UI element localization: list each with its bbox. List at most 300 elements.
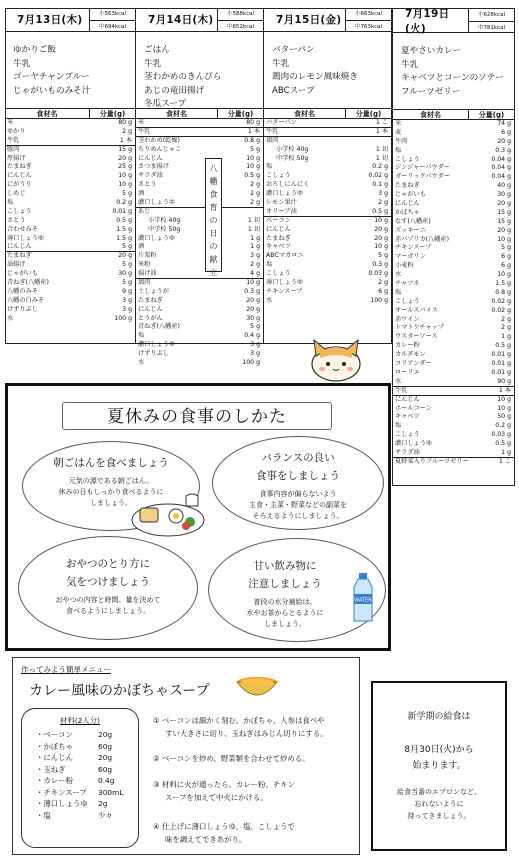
ingredient-row [393, 360, 514, 369]
ingredient-row [393, 280, 514, 289]
ingredient-name: こしょう [395, 431, 420, 439]
ingredient-qty: 0.2 g [372, 163, 388, 171]
ingredient-name: こしょう [266, 172, 291, 180]
ingredient-qty: 1 g [250, 243, 260, 251]
ingredient-name: サラダ油 [395, 448, 420, 456]
ingredient-name: 牛乳 [395, 386, 408, 394]
ingredient-row [5, 190, 135, 199]
menu-item: あじの竜田揚げ [144, 85, 205, 96]
ingredient-qty: 30 g [497, 191, 511, 199]
ingredient-qty: 3 g [378, 190, 388, 198]
guide-title: 夏休みの食事のしかた [62, 402, 332, 430]
ingredient-row [136, 261, 263, 270]
ingredient-row [393, 164, 514, 173]
ingredient-name: 濃口しょうゆ [266, 190, 304, 198]
menu-day-2 [136, 8, 264, 367]
ingredient-row [136, 288, 263, 297]
menu-day-4 [392, 8, 515, 486]
ingredient-qty: 6 g [501, 128, 511, 136]
ingredient-row [393, 458, 514, 467]
ingredient-row [5, 137, 135, 146]
ingredient-name: ウスターソース [395, 333, 438, 341]
ingredient-name: こしょう [395, 155, 420, 163]
ingredient-name: 赤ワイン [395, 315, 420, 323]
vertical-char: 立 [209, 268, 218, 277]
menu-item: じゃがいものみそ汁 [13, 85, 91, 96]
ingredient-name: コリアンダー [395, 360, 432, 368]
ingredient-qty: 15 g [497, 208, 511, 216]
summer-guide-panel [5, 383, 391, 651]
ingredient-name: さとう [138, 181, 157, 189]
tip-heading: おやつのとり方に 気をつけましょう [66, 558, 150, 588]
ingredient-qty: 0.5 g [495, 440, 511, 448]
menu-item: 牛乳 [401, 59, 419, 70]
ingredient-qty: 1.5 g [495, 280, 511, 288]
ingredient-row [5, 146, 135, 155]
ingredient-qty: 50 g [497, 413, 511, 421]
ingredient-qty: 3 g [122, 305, 132, 313]
ingredient-row [136, 270, 263, 279]
ingredient-qty: 1 本 [119, 136, 132, 144]
ingredient-row [393, 316, 514, 325]
ingredient-table [136, 119, 263, 368]
ingredient-row [5, 199, 135, 208]
menu-item: 牛乳 [144, 58, 162, 69]
ingredient-row [5, 252, 135, 261]
kcal-box: 小663kcal 中763kcal [345, 8, 391, 32]
ingredient-name: キャベツ [395, 413, 420, 421]
ingredient-row [136, 359, 263, 368]
ingredient-name: 濃口しょうゆ [138, 199, 176, 207]
ingredient-qty: 2 g [250, 261, 260, 269]
ingredient-row [5, 208, 135, 217]
ingredient-qty: 0.4 g [244, 332, 260, 340]
ingredient-row [264, 270, 391, 279]
ingredient-qty: 10 g [246, 154, 260, 162]
ingredient-row [264, 199, 391, 208]
ingredient-row [393, 227, 514, 236]
ingredient-row [5, 172, 135, 181]
notice-title: 新学期の給食は [407, 712, 471, 722]
recipe-step-4: ④ 仕上げに薄口しょうゆ、塩、こしょうで 味を調えてできあがり。 [153, 822, 295, 844]
ingredient-row [264, 137, 391, 146]
ingredient-name: にんじん [138, 305, 163, 313]
recipe-ingredient-row: ・薄口しょうゆ 2g [36, 799, 108, 808]
ingredient-qty: 5 g [122, 279, 132, 287]
ingredient-name: じゃがいも [7, 270, 38, 278]
ingredient-qty: 2 g [122, 127, 132, 135]
ingredient-row [264, 235, 391, 244]
ingredient-name: 夏野菜入りフルーツゼリー [395, 457, 469, 465]
ingredient-qty: 20 g [118, 154, 132, 162]
menu-item: ゴーヤチャンプルー [13, 72, 90, 82]
ingredient-row [264, 226, 391, 235]
ingredient-row [393, 440, 514, 449]
ingredient-qty: 10 g [374, 216, 388, 224]
ingredient-row [393, 271, 514, 280]
ingredient-row [393, 129, 514, 138]
ingredient-qty: 0.8 g [244, 136, 260, 144]
ingredient-row [393, 396, 514, 405]
menu-item: キャベツとコーンのソテー [401, 73, 504, 83]
ingredient-qty: 10 g [497, 235, 511, 243]
ingredient-qty: 5 g [122, 190, 132, 198]
ingredient-qty: 0.02 g [491, 306, 511, 314]
ingredient-qty: 0.01 g [491, 368, 511, 376]
recipe-label: 作ってみよう簡単メニュー [21, 665, 111, 674]
ingredient-name: 濃口しょうゆ [395, 440, 433, 448]
ingredient-qty: 1 本 [247, 127, 260, 135]
ingredient-row [393, 342, 514, 351]
ingredient-qty: 1 g [250, 234, 260, 242]
ingredient-row [393, 422, 514, 431]
ingredient-row [136, 235, 263, 244]
ingredient-name: 塩 [395, 288, 402, 296]
day-menu [393, 33, 514, 110]
ingredient-name: 厚揚げ [7, 154, 26, 162]
tip-heading: 朝ごはんを食べましょう [53, 457, 169, 469]
ingredient-name: 塩 [266, 163, 273, 171]
ingredient-name: 水 [138, 359, 145, 367]
kcal-box: 小588kcal 中652kcal [217, 8, 263, 32]
ingredient-table-header: 食材名 分量(g) [5, 109, 135, 119]
ingredient-row [136, 226, 263, 235]
ingredient-row [393, 289, 514, 298]
ingredient-table [5, 119, 135, 323]
ingredient-row [5, 119, 135, 128]
day-date: 7月19日(火) [405, 7, 450, 35]
ingredient-qty: 3 g [122, 296, 132, 304]
ingredient-qty: 25 g [118, 163, 132, 171]
ingredient-row [136, 146, 263, 155]
ingredient-name: 塩 [7, 199, 14, 207]
ingredient-name: 小学校 40g [148, 216, 181, 224]
ingredient-qty: 2 g [250, 181, 260, 189]
menu-item: ごはん [144, 45, 170, 55]
ingredient-name: にんじん [7, 243, 32, 251]
ingredient-name: たまねぎ [266, 234, 291, 242]
ingredient-qty: 1 切 [375, 154, 388, 162]
tip-balance [212, 436, 384, 530]
ingredient-row [136, 252, 263, 261]
ingredient-row [393, 449, 514, 458]
ingredient-row [393, 351, 514, 360]
ingredient-qty: 20 g [497, 137, 511, 145]
ingredient-qty: 3 g [250, 350, 260, 358]
ingredient-qty: 0.01 g [112, 207, 132, 215]
ingredient-qty: 10 g [118, 181, 132, 189]
recipe-ingredient-row: ・カレー粉 0.4g [36, 776, 115, 785]
ingredient-name: 中学校 50g [276, 154, 309, 162]
ingredient-name: オールスパイス [395, 306, 438, 314]
recipe-ingredient-row: ・チキンスープ 300mL [36, 787, 124, 797]
ingredient-name: こしょう [266, 270, 291, 278]
ingredient-name: さつま揚げ [138, 163, 169, 171]
ingredient-qty: 0.2 g [495, 422, 511, 430]
ingredient-qty: 10 g [374, 243, 388, 251]
day-date: 7月14日(木) [148, 14, 214, 26]
ingredient-qty: 3 g [250, 252, 260, 260]
ingredient-qty: 20 g [497, 200, 511, 208]
recipe-step-3: ③ 材料に火が通ったら、カレー粉、チキン スープを加えて中火にかける。 [153, 780, 295, 802]
ingredient-name: かぼちゃ [395, 208, 420, 216]
ingredient-name: あじ [138, 207, 151, 215]
ingredient-name: 牛乳 [138, 127, 151, 135]
tip-snacks [18, 536, 198, 640]
ingredient-row [5, 163, 135, 172]
water-bottle-icon [350, 572, 376, 624]
cat-illustration [302, 332, 370, 384]
menu-day-1 [5, 8, 136, 344]
ingredient-qty: 10 g [246, 279, 260, 287]
recipe-step-1: ① ベーコンは細かく刻む。かぼちゃ、人参は食べや すい大きさに切り、玉ねぎはみじん切りにする。 [153, 716, 328, 738]
ingredient-row [5, 128, 135, 137]
ingredient-qty: 80 g [246, 119, 260, 126]
ingredient-name: 米 [395, 120, 402, 127]
tip-body: おやつの内容と時間、量を決めて 食べるようにしましょう。 [55, 596, 161, 615]
ingredient-name: 豚肉 [7, 145, 20, 153]
ingredient-qty: 5 g [250, 323, 260, 331]
ingredient-name: ゆかり [7, 127, 26, 135]
ingredient-qty: 2 g [250, 199, 260, 207]
ingredients-box [21, 708, 139, 848]
ingredient-qty: 5 g [250, 145, 260, 153]
ingredient-table-header: 食材名 分量(g) [264, 109, 391, 119]
ingredient-row [5, 297, 135, 306]
ingredient-row [5, 181, 135, 190]
ingredient-qty: 0.01 g [491, 351, 511, 359]
ingredient-name: たまねぎ [7, 163, 32, 171]
ingredient-row [393, 378, 514, 387]
notice-body: 給食当番のエプロンなど、 忘れないように 持ってきましょう。 [397, 788, 481, 820]
ingredient-qty: 30 g [246, 314, 260, 322]
ingredient-row [136, 306, 263, 315]
ingredient-qty: 0.3 g [372, 261, 388, 269]
ingredient-name: キャベツ [266, 243, 291, 251]
ingredient-row [393, 262, 514, 271]
ingredient-name: なす(八幡産) [395, 217, 431, 225]
ingredient-name: こしょう [7, 207, 32, 215]
ingredient-qty: 6 g [501, 253, 511, 261]
ingredient-qty: 1 切 [247, 216, 260, 224]
ingredient-row [264, 155, 391, 164]
ingredient-row [136, 279, 263, 288]
ingredient-name: さとう [7, 216, 26, 224]
day-menu [264, 32, 391, 109]
ingredient-row [5, 279, 135, 288]
recipe-ingredient-row: ・ベーコン 20g [36, 730, 113, 739]
ingredient-qty: 15 g [118, 145, 132, 153]
ingredient-name: 酒 [138, 243, 145, 251]
day-header [5, 8, 135, 32]
ingredient-qty: 0.5 g [495, 342, 511, 350]
ingredient-name: にんじん [7, 172, 32, 180]
ingredient-qty: 0.01 g [491, 360, 511, 368]
ingredient-qty: 15 g [497, 217, 511, 225]
ingredient-row [264, 181, 391, 190]
ingredient-name: 青ねぎ(八幡産) [7, 279, 49, 287]
menu-item: 牛乳 [13, 58, 31, 69]
ingredient-qty: 5 g [501, 244, 511, 252]
ingredient-qty: 1 g [501, 448, 511, 456]
ingredient-qty: 1 切 [247, 225, 260, 233]
ingredient-row [264, 128, 391, 137]
ingredient-name: 薄口しょうゆ [266, 279, 304, 287]
ingredient-row [393, 209, 514, 218]
ingredient-name: カレー粉 [395, 342, 420, 350]
ingredient-name: 茎わかめ(乾燥) [138, 136, 180, 144]
ingredient-qty: 0.02 g [491, 297, 511, 305]
ingredient-row [264, 252, 391, 261]
ingredient-name: 塩 [266, 261, 273, 269]
ingredient-qty [217, 208, 263, 217]
ingredient-qty: 0.04 g [491, 173, 511, 181]
tip-body: 元気の源である朝ごはん。 休みの日もしっかり食べるように しましょう。 [58, 477, 164, 507]
ingredient-row [393, 244, 514, 253]
ingredient-row [5, 315, 135, 324]
ingredient-qty: 0.1 g [372, 181, 388, 189]
ingredient-row [264, 288, 391, 297]
ingredient-row [264, 119, 391, 128]
menu-item: ABCスープ [272, 85, 315, 96]
ingredient-name: チキンスープ [395, 244, 432, 252]
ingredient-name: 土しょうが [138, 287, 169, 295]
ingredient-qty: 1 こ [498, 457, 511, 465]
ingredient-qty: 0.03 g [491, 431, 511, 439]
ingredient-row [264, 217, 391, 226]
ingredient-qty: 2 g [378, 279, 388, 287]
day-header [264, 8, 391, 32]
ingredient-name: たまねぎ [395, 182, 420, 190]
ingredient-name: ABCマカロニ [266, 252, 304, 260]
ingredients-title: 材料(2人分) [59, 716, 101, 725]
vertical-char: 幡 [209, 177, 218, 186]
ingredient-qty: 0.3 g [244, 287, 260, 295]
ingredient-row [5, 306, 135, 315]
ingredient-name: 水 [266, 296, 273, 304]
ingredient-qty: 1 本 [375, 127, 388, 135]
ingredient-row [136, 190, 263, 199]
menu-item: ゆかりご飯 [13, 45, 56, 55]
ingredient-row [136, 332, 263, 341]
ingredient-name: 米 [138, 119, 145, 126]
day-menu [5, 32, 135, 109]
ingredient-qty: 10 g [118, 172, 132, 180]
ingredient-row [264, 297, 391, 306]
ingredient-row [393, 405, 514, 414]
ingredient-name: 揚げ油 [138, 270, 157, 278]
breakfast-plate-illustration [128, 490, 208, 540]
ingredient-table-header: 食材名 分量(g) [136, 109, 263, 119]
ingredient-qty: 40 g [497, 182, 511, 190]
ingredient-name: たまねぎ [138, 296, 163, 304]
ingredient-name: 鶏肉 [266, 136, 279, 144]
ingredient-name: ベーコン [266, 216, 291, 224]
ingredient-row [136, 172, 263, 181]
ingredient-row [393, 200, 514, 209]
ingredient-qty: 30 g [118, 270, 132, 278]
ingredient-name: にんじん [138, 154, 163, 162]
ingredient-qty: 0.04 g [491, 155, 511, 163]
kcal-box: 小563kcal 中694kcal [89, 8, 135, 32]
ingredient-name: 水 [395, 271, 402, 279]
ingredient-row [264, 146, 391, 155]
ingredient-qty: 100 g [370, 296, 388, 304]
ingredient-name: ちりめんじゃこ [138, 145, 182, 153]
menu-item: 茎わかめのきんぴら [144, 72, 222, 82]
ingredient-row [136, 297, 263, 306]
menu-item: 鶏肉のレモン風味焼き [272, 72, 358, 82]
ingredient-row [393, 369, 514, 378]
ingredient-qty: 2 g [501, 324, 511, 332]
soup-bowl-icon [235, 674, 281, 700]
ingredient-name: 塩 [395, 422, 402, 430]
ingredient-name: とうがん [138, 314, 163, 322]
ingredient-name: けずりぶし [138, 350, 169, 358]
ingredient-name: 濃口しょうゆ [138, 341, 176, 349]
vertical-char: 食 [209, 190, 218, 199]
tip-body: 食事内容が偏らないよう 主食・主菜・野菜などの副菜を そろえるようにしましょう。 [249, 490, 347, 520]
ingredient-row [393, 431, 514, 440]
ingredient-name: にんじん [395, 395, 420, 403]
ingredient-row [136, 163, 263, 172]
kcal-box: 小628kcal 中781kcal [468, 9, 514, 33]
ingredient-row [393, 236, 514, 245]
ingredient-row [136, 119, 263, 128]
ingredient-name: 赤パプリカ(八幡産) [395, 235, 450, 243]
menu-item: フルーツゼリー [401, 86, 461, 97]
ingredient-row [136, 217, 263, 226]
ingredient-name: カルダモン [395, 351, 426, 359]
menu-item: 牛乳 [272, 58, 290, 69]
recipe-title: カレー風味のかぼちゃスープ [29, 683, 210, 699]
ingredient-qty: 1 g [501, 333, 511, 341]
ingredient-row [393, 387, 514, 396]
ingredient-qty: 90 g [497, 377, 511, 385]
ingredient-qty: 1 本 [498, 386, 511, 394]
ingredient-row [393, 182, 514, 191]
ingredient-qty: 10 g [497, 395, 511, 403]
ingredient-row [393, 218, 514, 227]
ingredient-qty: 1.5 g [116, 234, 132, 242]
vertical-char: の [209, 216, 218, 225]
notice-box [371, 681, 507, 851]
menu-item: 冬瓜スープ [144, 99, 187, 109]
ingredient-name: にがうり [7, 181, 32, 189]
recipe-panel [12, 657, 360, 855]
ingredient-row [5, 235, 135, 244]
ingredient-name: レモン果汁 [266, 199, 297, 207]
ingredient-row [393, 333, 514, 342]
ingredient-row [5, 217, 135, 226]
ingredient-name: チキンスープ [266, 287, 303, 295]
ingredient-name: けずりぶし [7, 305, 38, 313]
ingredient-qty: 0.03 g [368, 270, 388, 278]
ingredient-qty: 0.04 g [491, 164, 511, 172]
ingredient-name: バターパン [266, 119, 297, 126]
vertical-char: の [209, 242, 218, 251]
ingredient-row [393, 147, 514, 156]
ingredient-row [136, 323, 263, 332]
ingredient-name: ズッキーニ [395, 226, 426, 234]
ingredient-qty: 10 g [246, 163, 260, 171]
day-header [393, 9, 514, 33]
ingredient-qty: 10 g [497, 404, 511, 412]
ingredient-name: じゃがいも [395, 191, 426, 199]
ingredient-row [5, 288, 135, 297]
ingredient-qty: 0.02 g [368, 172, 388, 180]
ingredient-name: 中学校 50g [148, 225, 181, 233]
